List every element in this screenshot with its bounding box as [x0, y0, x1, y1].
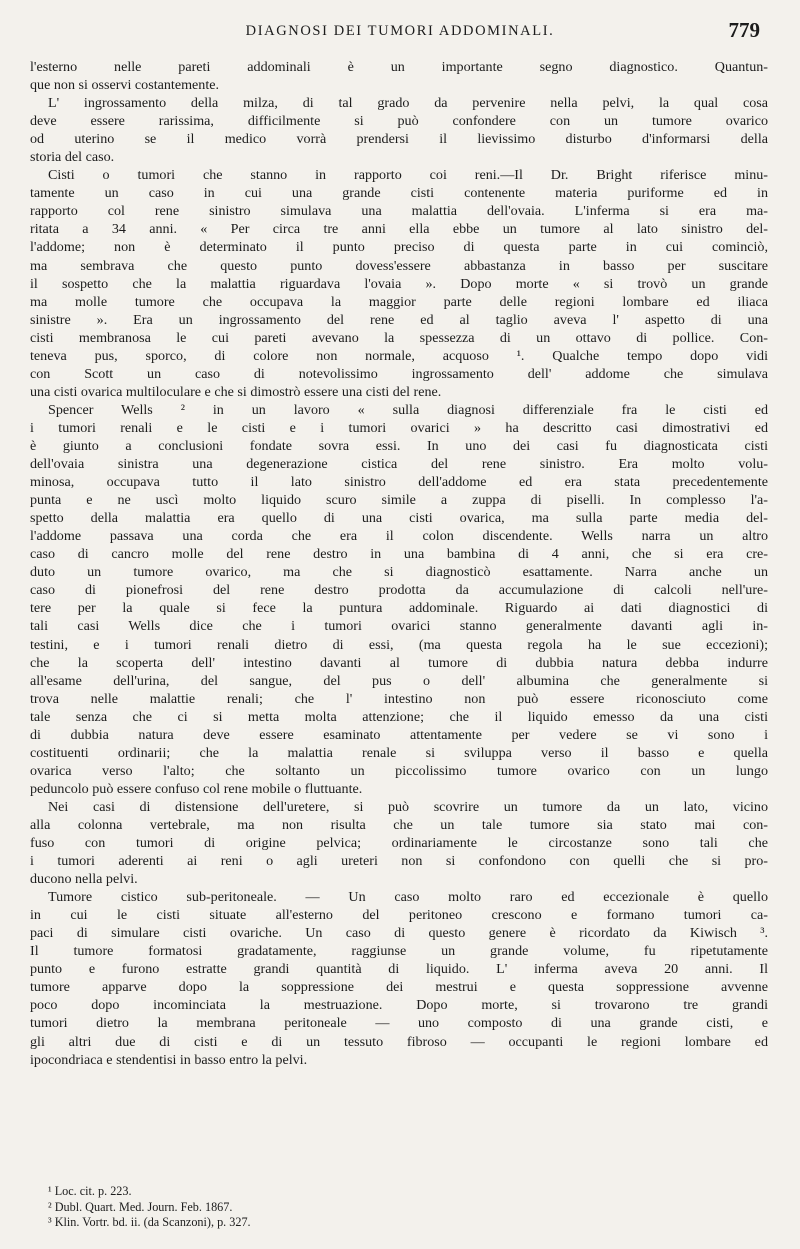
- text-line: Spencer Wells ² in un lavoro « sulla diagnosi differenziale fra le cisti ed: [48, 401, 768, 418]
- text-line: deve essere rarissima, difficilmente si può confondere con un tumore ovarico: [30, 113, 768, 130]
- text-line: tumore apparve dopo la soppressione dei mestrui e questa soppressione avvenne: [30, 979, 768, 996]
- page-header: [40, 18, 760, 44]
- text-line: sinistre ». Era un ingrossamento del rene ed al taglio aveva l' aspetto di una: [30, 311, 768, 328]
- text-line: all'esame dell'urina, del sangue, del pus o dell' albumina che generalmente si: [30, 672, 768, 689]
- text-line: è giunto a conclusioni fondate sovra essi. In uno dei casi fu diagnosticata cisti: [30, 437, 768, 454]
- text-line: minosa, occupava tutto il lato sinistro dell'addome ed era stata precedentemente: [30, 474, 768, 491]
- text-line: tale senza che ci si metta molta attenzione; che il liquido emesso da una cisti: [30, 708, 768, 725]
- footnotes: [48, 1184, 251, 1231]
- text-line: caso di pionefrosi del rene destro prodotta da accumulazione di calcoli nell'ure-: [30, 582, 768, 599]
- text-line: rapporto col rene sinistro simulava una malattia dell'ovaia. L'inferma si era ma-: [30, 203, 768, 220]
- text-line: caso di cancro molle del rene destro in una bambina di 4 anni, che si era cre-: [30, 546, 768, 563]
- text-line: spetto della malattia era quello di una cisti ovarica, ma sulla parte media del-: [30, 510, 768, 527]
- text-line: che la scoperta dell' intestino davanti al tumore di dubbia natura debba indurre: [30, 654, 768, 671]
- text-line: paci di simulare cisti ovariche. Un caso di questo genere è ricordato da Kiwisch ³.: [30, 925, 768, 942]
- text-line: una cisti ovarica multiloculare e che si dimostrò essere una cisti del rene.: [30, 383, 442, 400]
- text-line: l'addome passava una corda che era il colon discendente. Wells narra un altro: [30, 528, 768, 545]
- text-line: ducono nella pelvi.: [30, 871, 138, 888]
- text-line: Cisti o tumori che stanno in rapporto coi reni.—Il Dr. Bright riferisce minu-: [48, 167, 768, 184]
- text-line: poco dopo incominciata la mestruazione. Dopo morte, si trovarono tre grandi: [30, 997, 768, 1014]
- text-line: punta e ne uscì molto liquido scuro simile a zuppa di piselli. In complesso l'a-: [30, 492, 768, 509]
- text-line: tere per la quale si fece la puntura addominale. Riguardo ai dati diagnostici di: [30, 600, 768, 617]
- text-line: tamente un caso in cui una grande cisti contenente materia puriforme ed in: [30, 185, 768, 202]
- text-line: Nei casi di distensione dell'uretere, si può scovrire un tumore da un lato, vicino: [48, 798, 768, 815]
- text-line: ritata a 34 anni. « Per circa tre anni ella ebbe un tumore al lato sinistro del-: [30, 221, 768, 238]
- text-line: gli altri due di cisti e di un tessuto fibroso — occupanti le regioni lombare ed: [30, 1033, 768, 1050]
- text-line: dell'ovaia sinistra una degenerazione cistica del rene sinistro. Era molto volu-: [30, 456, 768, 473]
- text-line: ma sembrava che questo punto dovess'essere abbastanza in basso per suscitare: [30, 257, 768, 274]
- text-line: cisti membranosa le cui pareti avevano la spessezza di un ottavo di pollice. Con-: [30, 329, 768, 346]
- text-line: duto un tumore ovarico, ma che si diagnosticò esattamente. Narra anche un: [30, 564, 768, 581]
- running-title: DIAGNOSI DEI TUMORI ADDOMINALI.: [245, 23, 555, 39]
- footnote: ¹ Loc. cit. p. 223.: [48, 1184, 132, 1198]
- text-line: que non si osservi costantemente.: [30, 77, 220, 94]
- text-line: Tumore cistico sub-peritoneale. — Un caso molto raro ed eccezionale è quello: [48, 889, 768, 906]
- text-line: i tumori aderenti ai reni o agli ureteri non si confondono con quelli che si pro-: [30, 853, 768, 870]
- text-line: i tumori renali e le cisti e i tumori ovarici » ha descritto casi dimostrativi ed: [30, 419, 768, 436]
- text-line: costituenti ordinarii; che la malattia renale si sviluppa verso il basso e quella: [30, 744, 768, 761]
- text-line: l'addome; non è determinato il punto preciso di questa parte in cui cominciò,: [30, 239, 768, 256]
- text-line: tali casi Wells dice che i tumori ovarici stanno generalmente davanti agli in-: [30, 618, 768, 635]
- text-line: L' ingrossamento della milza, di tal grado da pervenire nella pelvi, la qual cosa: [48, 95, 768, 112]
- text-line: trova nelle malattie renali; che l' intestino non può essere riconosciuto come: [30, 690, 768, 707]
- text-line: il sospetto che la malattia riguardava l'ovaia ». Dopo morte « si trovò un grande: [30, 275, 768, 292]
- text-line: storia del caso.: [30, 149, 115, 166]
- text-line: Il tumore formatosi gradatamente, raggiunse un grande volume, fu ripetutamente: [30, 943, 768, 960]
- text-line: tumori dietro la membrana peritoneale — uno composto di una grande cisti, e: [30, 1015, 768, 1032]
- text-line: od uterino se il medico vorrà prendersi il lievissimo disturbo d'informarsi della: [30, 131, 768, 148]
- text-line: di dubbia natura deve essere esaminato attentamente per vedere se vi sono i: [30, 726, 768, 743]
- body-text: [30, 58, 768, 1069]
- text-line: l'esterno nelle pareti addominali è un importante segno diagnostico. Quantun-: [30, 59, 768, 75]
- text-line: punto e furono estratte grandi quantità di liquido. L' inferma aveva 20 anni. Il: [30, 961, 768, 978]
- text-line: testini, e i tumori renali dietro di essi, (ma questa regola ha le sue eccezioni);: [30, 636, 768, 653]
- footnote: ³ Klin. Vortr. bd. ii. (da Scanzoni), p. 327.: [48, 1215, 251, 1229]
- text-line: fuso con tumori di origine pelvica; ordinariamente le circostanze sono tali che: [30, 835, 768, 852]
- text-line: ipocondriaca e stendentisi in basso entro la pelvi.: [30, 1051, 308, 1068]
- text-line: ma molle tumore che occupava la maggior parte delle regioni lombare ed iliaca: [30, 293, 768, 310]
- text-line: ovarica verso l'alto; che soltanto un piccolissimo tumore ovarico con un lungo: [30, 762, 768, 779]
- text-line: peduncolo può essere confuso col rene mobile o fluttuante.: [30, 780, 363, 797]
- text-line: con Scott un caso di notevolissimo ingrossamento dell' addome che simulava: [30, 365, 768, 382]
- text-line: alla colonna vertebrale, ma non risulta che un tale tumore sia stato mai con-: [30, 816, 768, 833]
- text-line: in cui le cisti situate all'esterno del peritoneo crescono e formano tumori ca-: [30, 907, 768, 924]
- page-number: 779: [728, 18, 760, 42]
- footnote: ² Dubl. Quart. Med. Journ. Feb. 1867.: [48, 1199, 233, 1214]
- text-line: teneva pus, sporco, di colore non normale, acquoso ¹. Qualche tempo dopo vidi: [30, 347, 768, 364]
